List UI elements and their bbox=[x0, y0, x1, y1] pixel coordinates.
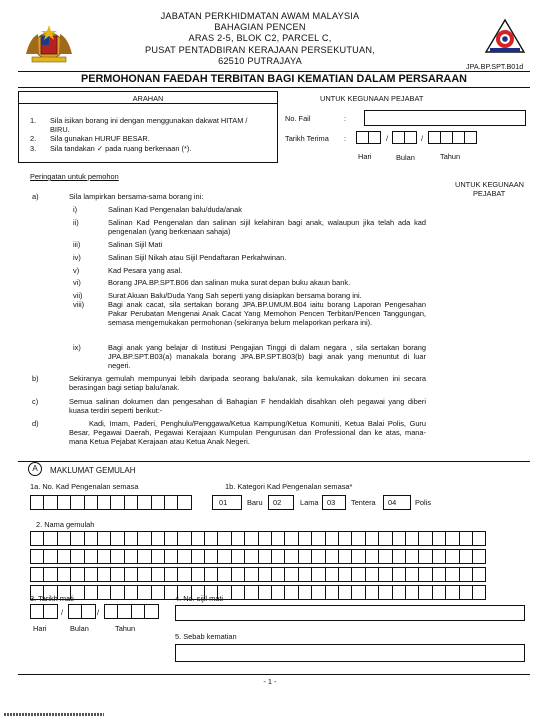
note-d-text: Kadi, Imam, Paderi, Penghulu/Penggawa/Ketua Kampung/Ketua Komuniti, Ketua Balai Polis, Guru Besar, Pegawai Daerah, Pegawai Kerajaan Kumpulan Pengurusan dan Professional dan ke atas, mana-mana Ketua Pejabat Kerajaan atau Ketua Anak Negeri. bbox=[69, 419, 426, 446]
form-title: PERMOHONAN FAEDAH TERBITAN BAGI KEMATIAN DALAM PERSARAAN bbox=[81, 73, 467, 85]
q3-label: 3. Tarikh mati bbox=[30, 594, 74, 603]
date-received-month-caption: Bulan bbox=[396, 153, 415, 162]
subitem-iv-text: Salinan Sijil Nikah atau Sijil Pendaftaran Perkahwinan. bbox=[108, 253, 287, 262]
date-received-day-boxes[interactable] bbox=[356, 131, 380, 144]
subitem-iii-num: iii) bbox=[73, 240, 81, 249]
category-01-box[interactable] bbox=[212, 495, 242, 510]
subitem-ix-num: ix) bbox=[73, 343, 81, 352]
death-date-year-caption: Tahun bbox=[115, 624, 136, 633]
footer-stamp bbox=[4, 713, 104, 716]
header-line-2: BAHAGIAN PENCEN bbox=[214, 22, 306, 33]
death-date-day-caption: Hari bbox=[33, 624, 47, 633]
title-top-rule bbox=[18, 71, 530, 72]
note-a-label: a) bbox=[32, 192, 39, 201]
section-a-title: MAKLUMAT GEMULAH bbox=[50, 466, 136, 475]
subitem-viii-text: Bagi anak cacat, sila sertakan borang JPA.BP.UMUM.B04 iaitu borang Laporan Pengesahan Pakar Perubatan Mengenai Anak Cacat Yang Memohon Pencen Terbitan/Pencen Tanggungan, semasa mengemukakan permohonan (sekiranya belum melaporkan perkara ini). bbox=[108, 300, 426, 327]
page-number: - 1 - bbox=[263, 677, 277, 686]
category-03-box[interactable] bbox=[322, 495, 346, 510]
arahan-item-2: Sila gunakan HURUF BESAR. bbox=[50, 134, 150, 143]
header-line-1: JABATAN PERKHIDMATAN AWAM MALAYSIA bbox=[160, 11, 360, 21]
death-date-month-boxes[interactable] bbox=[68, 604, 95, 619]
name-row-4[interactable] bbox=[30, 585, 485, 600]
subitem-ii-num: ii) bbox=[73, 218, 79, 227]
file-number-label: No. Fail bbox=[285, 114, 311, 123]
office-heading: UNTUK KEGUNAAN PEJABAT bbox=[320, 94, 424, 103]
subitem-vi-text: Borang JPA.BP.SPT.B06 dan salinan muka surat depan buku akaun bank. bbox=[108, 278, 351, 287]
arahan-num-2: 2. bbox=[30, 134, 37, 143]
office-side-label-1: UNTUK KEGUNAAN bbox=[455, 180, 524, 189]
note-a-text: Sila lampirkan bersama-sama borang ini: bbox=[69, 192, 204, 201]
file-number-colon: : bbox=[344, 114, 347, 123]
death-date-slash-2: / bbox=[97, 608, 100, 617]
subitem-vi-num: vi) bbox=[73, 278, 81, 287]
q1a-label: 1a. No. Kad Pengenalan semasa bbox=[30, 482, 139, 491]
arahan-item-1: Sila isikan borang ini dengan menggunakan dakwat HITAM / bbox=[50, 116, 248, 125]
date-received-day-caption: Hari bbox=[358, 152, 372, 161]
arahan-item-1-cont: BIRU. bbox=[50, 125, 70, 134]
date-received-month-boxes[interactable] bbox=[392, 131, 416, 144]
subitem-viii-num: viii) bbox=[73, 300, 85, 309]
subitem-vii-text: Surat Akuan Balu/Duda Yang Sah seperti yang disiapkan bersama borang ini. bbox=[108, 291, 362, 300]
name-row-1[interactable] bbox=[30, 531, 485, 546]
file-number-field[interactable] bbox=[364, 110, 526, 126]
header-line-4: PUSAT PENTADBIRAN KERAJAAN PERSEKUTUAN, bbox=[145, 44, 375, 55]
death-date-day-boxes[interactable] bbox=[30, 604, 57, 619]
subitem-i-text: Salinan Kad Pengenalan balu/duda/anak bbox=[108, 205, 242, 214]
subitem-iv-num: iv) bbox=[73, 253, 81, 262]
category-03-label: Tentera bbox=[351, 498, 376, 507]
office-side-label-2: PEJABAT bbox=[473, 189, 506, 198]
category-02-label: Lama bbox=[300, 498, 319, 507]
q5-label: 5. Sebab kematian bbox=[175, 632, 237, 641]
footer-rule bbox=[18, 674, 530, 675]
section-a-letter: A bbox=[32, 464, 38, 473]
arahan-num-3: 3. bbox=[30, 144, 37, 153]
note-c-label: c) bbox=[32, 397, 39, 406]
q1b-label: 1b. Kategori Kad Pengenalan semasa* bbox=[225, 482, 353, 491]
ic-number-boxes[interactable] bbox=[30, 495, 191, 510]
death-certificate-field[interactable] bbox=[175, 605, 525, 621]
header-line-5: 62510 PUTRAJAYA bbox=[218, 55, 302, 66]
category-01-code: 01 bbox=[219, 498, 228, 507]
subitem-ix-text: Bagi anak yang belajar di Institusi Pengajian Tinggi di dalam negara , sila sertakan borang JPA.BP.SPT.B03(a) manakala borang JPA.BP.SPT.B03(b) bagi anak yang menuntut di luar negeri. bbox=[108, 343, 426, 370]
peringatan-heading: Peringatan untuk pemohon bbox=[30, 172, 119, 181]
subitem-iii-text: Salinan Sijil Mati bbox=[108, 240, 163, 249]
date-received-colon: : bbox=[344, 134, 347, 143]
q2-label: 2. Nama gemulah bbox=[36, 520, 95, 529]
arahan-heading: ARAHAN bbox=[132, 94, 164, 103]
date-received-year-caption: Tahun bbox=[440, 152, 461, 161]
note-c-text: Semua salinan dokumen dan pengesahan di Bahagian F hendaklah disahkan oleh pegawai yang diberi kuasa terdiri seperti berikut:- bbox=[69, 397, 426, 415]
note-d-label: d) bbox=[32, 419, 39, 428]
note-b-text: Sekiranya gemulah mempunyai lebih daripada seorang balu/anak, sila kemukakan dokumen ini secara berasingan bagi setiap balu/anak. bbox=[69, 374, 426, 392]
category-04-label: Polis bbox=[415, 498, 432, 507]
death-date-year-boxes[interactable] bbox=[104, 604, 158, 619]
category-02-code: 02 bbox=[273, 498, 282, 507]
date-received-label: Tarikh Terima bbox=[285, 134, 329, 143]
form-code: JPA.BP.SPT.B01d bbox=[466, 62, 524, 71]
cause-of-death-field[interactable] bbox=[175, 644, 525, 662]
title-bottom-rule bbox=[18, 87, 530, 88]
header-line-3: ARAS 2-5, BLOK C2, PARCEL C, bbox=[188, 33, 332, 44]
category-04-code: 04 bbox=[388, 498, 397, 507]
death-date-month-caption: Bulan bbox=[70, 624, 89, 633]
subitem-i-num: i) bbox=[73, 205, 78, 214]
jpa-logo bbox=[484, 18, 526, 56]
section-a-badge bbox=[28, 462, 42, 476]
date-received-slash-1: / bbox=[386, 134, 389, 143]
name-row-2[interactable] bbox=[30, 549, 485, 564]
subitem-v-num: v) bbox=[73, 266, 80, 275]
category-04-box[interactable] bbox=[383, 495, 411, 510]
name-grid[interactable] bbox=[30, 531, 485, 600]
category-02-box[interactable] bbox=[268, 495, 294, 510]
category-03-code: 03 bbox=[327, 498, 336, 507]
date-received-year-boxes[interactable] bbox=[428, 131, 476, 144]
subitem-v-text: Kad Pesara yang asal. bbox=[108, 266, 183, 275]
q4-label: 4. No. sijil mati bbox=[175, 594, 224, 603]
date-received-slash-2: / bbox=[421, 134, 424, 143]
section-a-rule bbox=[18, 461, 530, 462]
arahan-item-3: Sila tandakan ✓ pada ruang berkenaan (*). bbox=[50, 144, 192, 153]
arahan-num-1: 1. bbox=[30, 116, 37, 125]
death-date-slash-1: / bbox=[61, 608, 64, 617]
category-01-label: Baru bbox=[247, 498, 263, 507]
note-b-label: b) bbox=[32, 374, 39, 383]
name-row-3[interactable] bbox=[30, 567, 485, 582]
arahan-heading-rule bbox=[18, 103, 278, 104]
subitem-vii-num: vii) bbox=[73, 291, 83, 300]
malaysia-coat-of-arms-logo bbox=[22, 24, 76, 64]
subitem-ii-text: Salinan Kad Pengenalan dan salinan sijil kelahiran bagi anak, walaupun jika telah ada kad pengenalan (yang berkenaan sahaja) bbox=[108, 218, 426, 236]
